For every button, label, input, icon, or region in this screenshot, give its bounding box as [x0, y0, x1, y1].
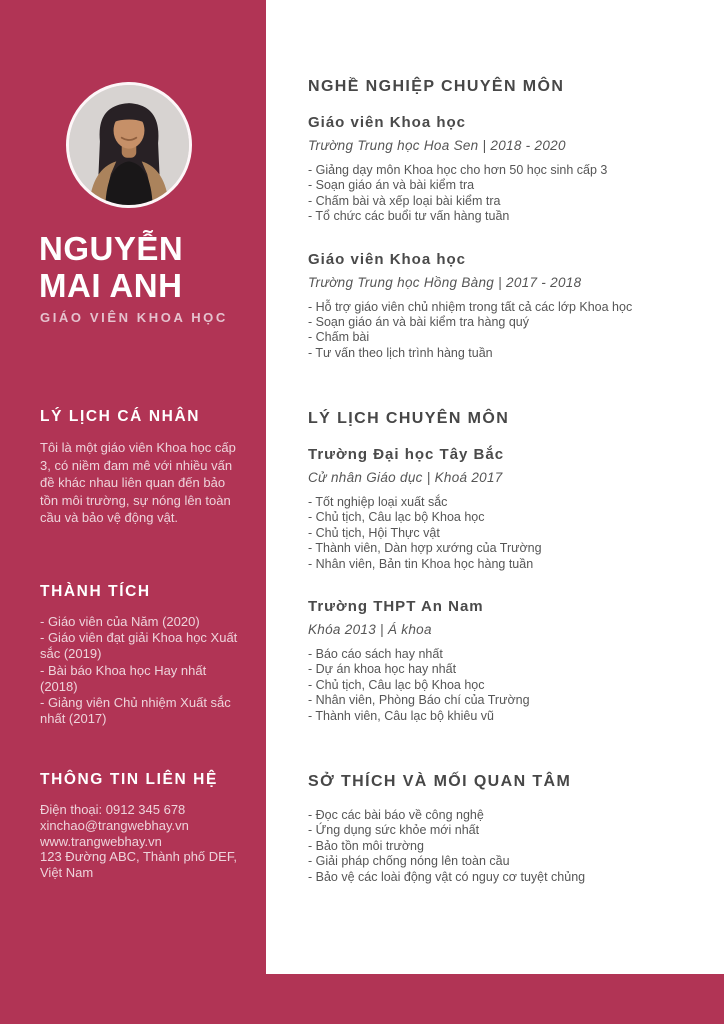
list-item: - Báo cáo sách hay nhất — [308, 647, 443, 662]
experience-entry — [308, 113, 704, 225]
personal-profile-text: Tôi là một giáo viên Khoa học cấp 3, có niềm đam mê với nhiều vấn đề khác nhau liên quan đến bảo tồn môi trường, sự nóng lên toàn cầu và bảo vệ động vật. — [40, 440, 236, 525]
experience-entry-title: Giáo viên Khoa học — [308, 250, 467, 268]
list-item: - Bảo vệ các loài động vật có nguy cơ tuyệt chủng — [308, 869, 586, 884]
education-entry-title: Trường Đại học Tây Bắc — [308, 446, 505, 463]
list-item: - Dự án khoa học hay nhất — [308, 662, 457, 677]
section-interests — [308, 772, 704, 885]
list-item: - Chủ tịch, Câu lạc bộ Khoa học — [308, 677, 485, 692]
education-entry — [308, 597, 704, 724]
profile-photo — [66, 82, 192, 208]
section-achievements — [40, 583, 240, 727]
education-entry-subtitle: Cử nhân Giáo dục | Khoá 2017 — [308, 470, 503, 485]
list-item: - Hỗ trợ giáo viên chủ nhiệm trong tất cả các lớp Khoa học — [308, 299, 633, 314]
list-item: - Giáo viên của Năm (2020) — [40, 614, 200, 629]
person-job-title: GIÁO VIÊN KHOA HỌC — [40, 310, 228, 325]
interests-heading: SỞ THÍCH VÀ MỐI QUAN TÂM — [308, 773, 572, 790]
list-item: - Bài báo Khoa học Hay nhất (2018) — [40, 662, 207, 694]
list-item: - Chấm bài và xếp loại bài kiểm tra — [308, 193, 501, 208]
experience-heading: NGHỀ NGHIỆP CHUYÊN MÔN — [308, 78, 565, 95]
list-item: - Nhân viên, Bản tin Khoa học hàng tuần — [308, 556, 534, 571]
list-item: - Giảng dạy môn Khoa học cho hơn 50 học sinh cấp 3 — [308, 163, 608, 177]
list-item: - Ứng dụng sức khỏe mới nhất — [308, 823, 480, 838]
list-item: - Bảo tồn môi trường — [308, 838, 424, 853]
list-item: - Soạn giáo án và bài kiểm tra hàng quý — [308, 315, 529, 330]
education-entry — [308, 445, 704, 572]
list-item: - Thành viên, Dàn hợp xướng của Trường — [308, 541, 542, 556]
section-experience — [308, 77, 704, 361]
education-entry-title: Trường THPT An Nam — [308, 598, 484, 616]
achievements-heading: THÀNH TÍCH — [40, 583, 151, 600]
contact-list — [40, 802, 240, 881]
interests-list — [308, 808, 704, 885]
section-education — [308, 409, 704, 724]
person-name-line2: MAI ANH — [39, 267, 183, 304]
list-item: www.trangwebhay.vn — [40, 833, 162, 849]
list-item: - Chủ tịch, Hội Thực vật — [308, 525, 440, 540]
list-item: - Đọc các bài báo về công nghệ — [308, 808, 484, 822]
list-item: Điện thoại: 0912 345 678 — [40, 802, 186, 817]
education-entry-bullets — [308, 495, 704, 572]
personal-profile-heading: LÝ LỊCH CÁ NHÂN — [40, 408, 201, 425]
experience-entry-title: Giáo viên Khoa học — [308, 114, 467, 131]
education-heading: LÝ LỊCH CHUYÊN MÔN — [308, 410, 510, 427]
list-item: - Chủ tịch, Câu lạc bộ Khoa học — [308, 510, 485, 525]
person-name-line1: NGUYỄN — [39, 230, 184, 267]
education-entry-bullets — [308, 647, 704, 724]
experience-entry-subtitle: Trường Trung học Hoa Sen | 2018 - 2020 — [308, 138, 566, 153]
list-item: - Giáo viên đạt giải Khoa học Xuất sắc (2019) — [40, 630, 238, 662]
list-item: - Giải pháp chống nóng lên toàn cầu — [308, 854, 510, 869]
list-item: - Nhân viên, Phòng Báo chí của Trường — [308, 693, 530, 708]
list-item: - Soạn giáo án và bài kiểm tra — [308, 178, 475, 193]
experience-entry — [308, 250, 704, 362]
contact-heading: THÔNG TIN LIÊN HỆ — [40, 771, 218, 788]
list-item: 123 Đường ABC, Thành phố DEF, — [40, 849, 237, 865]
experience-entry-bullets — [308, 163, 704, 225]
list-item: Việt Nam — [40, 865, 94, 881]
list-item: - Tổ chức các buổi tư vấn hàng tuần — [308, 209, 510, 224]
list-item: - Chấm bài — [308, 330, 370, 345]
footer-band — [0, 974, 724, 1024]
achievements-list — [40, 614, 240, 727]
list-item: - Thành viên, Câu lạc bộ khiêu vũ — [308, 708, 494, 723]
sidebar — [0, 0, 266, 1024]
section-contact-info — [40, 771, 240, 881]
list-item: - Giảng viên Chủ nhiệm Xuất sắc nhất (2017) — [40, 695, 231, 727]
list-item: xinchao@trangwebhay.vn — [40, 817, 189, 833]
list-item: - Tư vấn theo lịch trình hàng tuần — [308, 345, 493, 360]
education-entry-subtitle: Khóa 2013 | Á khoa — [308, 622, 432, 638]
profile-photo-illustration — [69, 85, 189, 205]
experience-entry-bullets — [308, 300, 704, 362]
experience-entry-subtitle: Trường Trung học Hồng Bàng | 2017 - 2018 — [308, 274, 582, 290]
person-name — [39, 230, 183, 304]
section-personal-profile — [40, 408, 240, 527]
list-item: - Tốt nghiệp loại xuất sắc — [308, 495, 448, 509]
